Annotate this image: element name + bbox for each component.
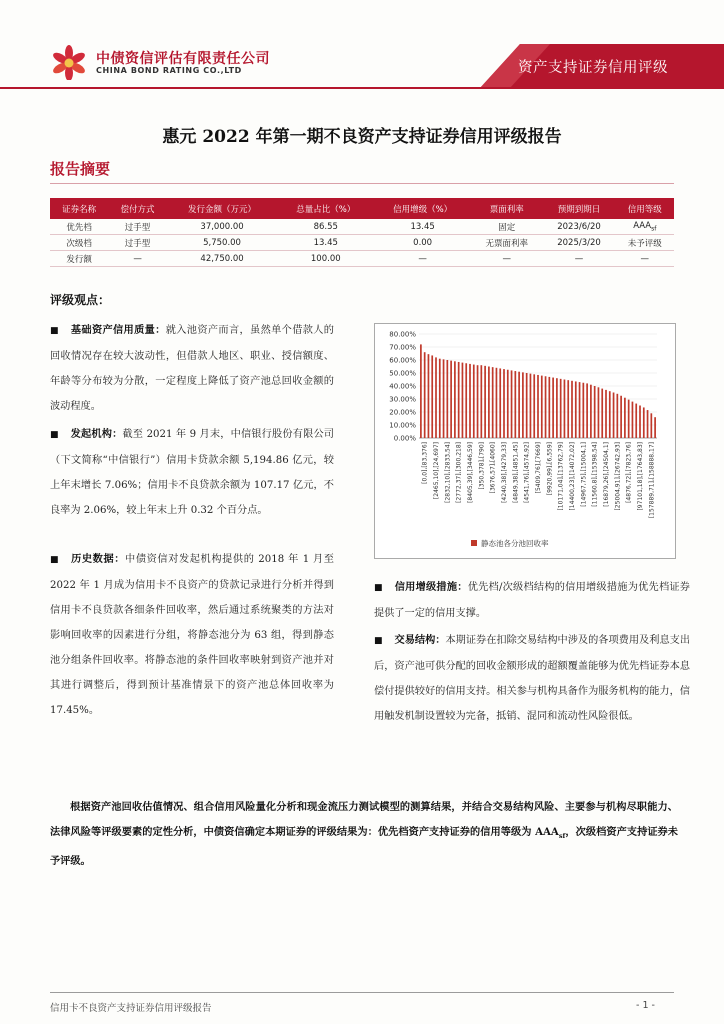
x-category-label: [157889,71],[158888,17] xyxy=(648,442,656,519)
chart-bar xyxy=(458,362,460,438)
x-category-label: [14967,75],[15004,1] xyxy=(580,442,588,507)
chart-bar xyxy=(628,400,630,438)
col-header: 发行金额（万元） xyxy=(167,198,278,219)
col-header: 偿付方式 xyxy=(108,198,166,219)
chart-bar xyxy=(480,365,482,438)
chart-bar xyxy=(431,355,433,438)
bullet-square-icon: ■ xyxy=(50,430,59,440)
col-header: 票面利率 xyxy=(471,198,542,219)
chart-bar xyxy=(522,372,524,438)
legend-swatch xyxy=(471,540,477,546)
col-header: 信用等级 xyxy=(616,198,674,219)
chart-bar xyxy=(598,387,600,438)
x-category-label: [9920,99],[6,559] xyxy=(546,442,554,496)
chart-bar xyxy=(632,402,634,438)
paragraph-text: 截至 2021 年 9 月末，中信银行股份有限公司（下文简称“中信银行”）信用卡贷款余额 5,194.86 亿元，较上年末增长 7.06%；信用卡不良贷款余额为 107.17 亿元，不良率为 2.06%，较上年末上升 0.32 个百分点。 xyxy=(50,429,334,516)
chart-bar xyxy=(503,369,505,438)
chart-bar xyxy=(541,376,543,438)
cell-payment: 过手型 xyxy=(108,219,166,235)
cell-rating xyxy=(616,251,674,267)
chart-bar xyxy=(616,394,618,438)
chart-bar xyxy=(428,354,430,438)
col-header: 总量占比（%） xyxy=(277,198,374,219)
x-category-label: [350,378],[790] xyxy=(478,442,486,490)
chart-bar xyxy=(582,383,584,438)
chart-bar xyxy=(492,367,494,438)
paragraph-text: 本期证券在扣除交易结构中涉及的各项费用及利息支出后，资产池可供分配的回收金额形成的超额覆盖能够为优先档证券本息偿付提供较好的信用支持。相关参与机构具备作为服务机构的能力，信用触发机制设置较为完备，抵销、混同和流动性风险很低。 xyxy=(374,635,691,722)
chart-bar xyxy=(613,393,615,439)
x-category-label: [4240,38],[4279,33] xyxy=(501,442,508,503)
section-title: 报告摘要 xyxy=(50,160,111,178)
y-tick-label: 80.00% xyxy=(389,330,416,339)
x-category-label: [14400,23],[14072,02] xyxy=(569,442,576,511)
table-row xyxy=(50,251,674,267)
cell-rating xyxy=(616,219,674,235)
chart-bar xyxy=(443,359,445,438)
recovery-rate-chart xyxy=(374,323,676,559)
chart-bar xyxy=(601,389,603,438)
x-category-label: [0,0],[83,376] xyxy=(421,442,429,484)
chart-bar xyxy=(567,380,569,438)
cell-enhancement: — xyxy=(374,251,471,267)
conclusion-text: 根据资产池回收估值情况、组合信用风险量化分析和现金流压力测试模型的测算结果，并结合交易结构风险、主要参与机构尽职能力、法律风险等评级要素的定性分析，中债资信确定本期证券的评级结果为：优先档资产支持证券的信用等级为 AAA xyxy=(50,801,678,838)
y-tick-label: 10.00% xyxy=(389,421,416,430)
chart-bar xyxy=(446,360,448,438)
paragraph-history xyxy=(50,547,334,723)
cell-amount: 42,750.00 xyxy=(167,251,278,267)
chart-bar xyxy=(548,377,550,438)
chart-bar xyxy=(650,413,652,438)
chart-bar xyxy=(462,363,464,438)
chart-bar xyxy=(609,391,611,438)
chart-bar xyxy=(435,357,437,438)
table-header-row xyxy=(50,198,674,219)
chart-bar xyxy=(586,383,588,438)
rating-value: AAA xyxy=(633,220,652,231)
bullet-square-icon: ■ xyxy=(374,583,383,593)
x-category-label: [2772,37],[300,218] xyxy=(455,442,463,503)
cell-share: 100.00 xyxy=(277,251,374,267)
chart-bar xyxy=(545,376,547,438)
page-number: - 1 - xyxy=(636,1000,655,1011)
chart-bar xyxy=(594,386,596,438)
chart-bar xyxy=(420,344,422,438)
cell-maturity: — xyxy=(542,251,615,267)
paragraph-asset-quality xyxy=(50,318,334,419)
bullet-square-icon: ■ xyxy=(50,326,59,336)
x-category-label: [5409,76],[7669] xyxy=(535,442,542,494)
paragraph-lead: 信用增级措施： xyxy=(394,581,468,593)
rating-value: 未予评级 xyxy=(627,238,662,249)
cell-name: 优先档 xyxy=(50,219,108,235)
y-tick-label: 70.00% xyxy=(389,343,416,352)
paragraph-originator xyxy=(50,422,334,523)
chart-bar xyxy=(552,378,554,438)
chart-bar xyxy=(424,352,426,438)
chart-bar xyxy=(590,385,592,438)
chart-bar xyxy=(537,375,539,438)
x-category-label: [4541,76],[4574,92] xyxy=(523,442,531,503)
table-row xyxy=(50,219,674,235)
footer-divider xyxy=(50,992,674,993)
cell-maturity: 2025/3/20 xyxy=(542,235,615,251)
x-category-label: [4849,38],[4851,45] xyxy=(512,442,520,503)
cell-amount: 37,000.00 xyxy=(167,219,278,235)
cell-name: 发行额 xyxy=(50,251,108,267)
conclusion-subscript: sf xyxy=(558,832,566,841)
conclusion-tail: ，次级档资产支持证券未予评级。 xyxy=(50,826,678,868)
chart-canvas xyxy=(375,324,675,558)
section-divider xyxy=(50,183,674,184)
col-header: 证券名称 xyxy=(50,198,108,219)
cell-coupon: 无票面利率 xyxy=(471,235,542,251)
cell-rating xyxy=(616,235,674,251)
table-row xyxy=(50,235,674,251)
chart-bar xyxy=(560,379,562,438)
chart-bar xyxy=(488,367,490,439)
chart-bar xyxy=(507,370,509,438)
cell-coupon: — xyxy=(471,251,542,267)
x-category-label: [10171,04],[13762,79] xyxy=(557,442,565,511)
summary-table xyxy=(50,198,674,267)
cell-maturity: 2023/6/20 xyxy=(542,219,615,235)
x-category-label: [2465,10],[24,697] xyxy=(433,442,440,500)
paragraph-lead: 发起机构： xyxy=(70,428,123,440)
header-banner-title: 资产支持证券信用评级 xyxy=(518,60,668,76)
y-tick-label: 30.00% xyxy=(389,395,416,404)
chart-bar xyxy=(477,365,479,438)
chart-bar xyxy=(564,380,566,439)
x-category-label: [25004,91],[26742,93] xyxy=(614,442,622,511)
x-category-label: [97101,18],[17643,83] xyxy=(637,442,644,511)
company-name-en: CHINA BOND RATING CO.,LTD xyxy=(96,66,242,75)
paragraph-text: 优先档/次级档结构的信用增级措施为优先档证券提供了一定的信用支撑。 xyxy=(374,582,690,619)
chart-bar xyxy=(496,368,498,438)
chart-bar xyxy=(484,366,486,438)
legend-label: 静态池各分池回收率 xyxy=(481,539,549,548)
rating-conclusion xyxy=(50,795,678,874)
cell-amount: 5,750.00 xyxy=(167,235,278,251)
paragraph-text: 中债资信对发起机构提供的 2018 年 1 月至 2022 年 1 月成为信用卡不良资产的贷款记录进行分析并得到信用卡不良贷款各细条件回收率，然后通过系统聚类的方法对影响回收率的因素进行分组，将静态池分为 63 组，得到静态池分组条件回收率。将静态池的条件回收率映射到资产池并对其进行调整后，得到预计基准情景下的资产池总体回收率为 17.45%。 xyxy=(50,554,334,716)
chart-bar xyxy=(647,410,649,438)
chart-bar xyxy=(605,390,607,438)
col-header: 预期到期日 xyxy=(542,198,615,219)
chart-bar xyxy=(571,381,573,438)
chart-bar xyxy=(624,398,626,438)
cell-coupon: 固定 xyxy=(471,219,542,235)
chart-bar xyxy=(469,364,471,438)
chart-bar xyxy=(533,374,535,438)
y-tick-label: 0.00% xyxy=(393,434,416,443)
x-category-label: [3676,57],[4060] xyxy=(489,442,497,494)
cell-enhancement: 13.45 xyxy=(374,219,471,235)
x-category-label: [16879,26],[24504,1] xyxy=(603,442,610,507)
cell-share: 13.45 xyxy=(277,235,374,251)
paragraph-transaction-structure xyxy=(374,628,690,729)
rating-subscript: sf xyxy=(651,225,657,233)
chart-bar xyxy=(439,359,441,438)
paragraph-text: 就入池资产而言，虽然单个借款人的回收情况存在较大波动性，但借款人地区、职业、授信额度、年龄等分布较为分散，一定程度上降低了资产池总回收金额的波动程度。 xyxy=(50,325,334,412)
y-tick-label: 60.00% xyxy=(389,356,416,365)
chart-bar xyxy=(518,372,520,438)
col-header: 信用增级（%） xyxy=(374,198,471,219)
header-divider xyxy=(0,87,724,89)
rating-view-heading: 评级观点： xyxy=(50,293,111,307)
company-logo-icon xyxy=(50,44,88,80)
chart-bar xyxy=(556,378,558,438)
paragraph-lead: 交易结构： xyxy=(394,634,446,646)
cell-enhancement: 0.00 xyxy=(374,235,471,251)
bullet-square-icon: ■ xyxy=(374,636,383,646)
cell-name: 次级档 xyxy=(50,235,108,251)
rating-value: — xyxy=(640,253,650,264)
chart-bar xyxy=(620,396,622,438)
chart-bar xyxy=(575,381,577,438)
report-title: 惠元 2022 年第一期不良资产支持证券信用评级报告 xyxy=(162,127,562,147)
cell-payment: 过手型 xyxy=(108,235,166,251)
chart-bar xyxy=(514,371,516,438)
paragraph-credit-enhancement xyxy=(374,575,690,626)
cell-share: 86.55 xyxy=(277,219,374,235)
chart-bar xyxy=(465,363,467,438)
x-category-label: [11560,8],[15398,54] xyxy=(591,442,599,507)
chart-bar xyxy=(639,406,641,439)
paragraph-lead: 历史数据： xyxy=(71,553,126,565)
chart-bar xyxy=(473,365,475,438)
chart-bar xyxy=(454,361,456,438)
chart-bar xyxy=(635,404,637,438)
x-category-label: [2832,10],[2833,54] xyxy=(444,442,452,503)
chart-bar xyxy=(530,374,532,438)
chart-bar xyxy=(579,382,581,438)
y-tick-label: 50.00% xyxy=(389,369,416,378)
company-name-cn: 中债资信评估有限责任公司 xyxy=(96,51,270,67)
chart-bar xyxy=(643,407,645,438)
y-tick-label: 40.00% xyxy=(389,382,416,391)
paragraph-lead: 基础资产信用质量： xyxy=(70,324,166,336)
x-category-label: [4876,72],[7823,76] xyxy=(625,442,633,503)
cell-payment: — xyxy=(108,251,166,267)
x-category-label: [8405,39],[3446,59] xyxy=(467,442,474,503)
chart-bar xyxy=(526,373,528,438)
chart-bar xyxy=(511,370,513,438)
footer-title: 信用卡不良资产支持证券信用评级报告 xyxy=(50,1003,212,1014)
chart-bar xyxy=(450,361,452,438)
y-tick-label: 20.00% xyxy=(389,408,416,417)
chart-bar xyxy=(499,368,501,438)
chart-bar xyxy=(654,417,656,438)
bullet-square-icon: ■ xyxy=(50,555,60,565)
